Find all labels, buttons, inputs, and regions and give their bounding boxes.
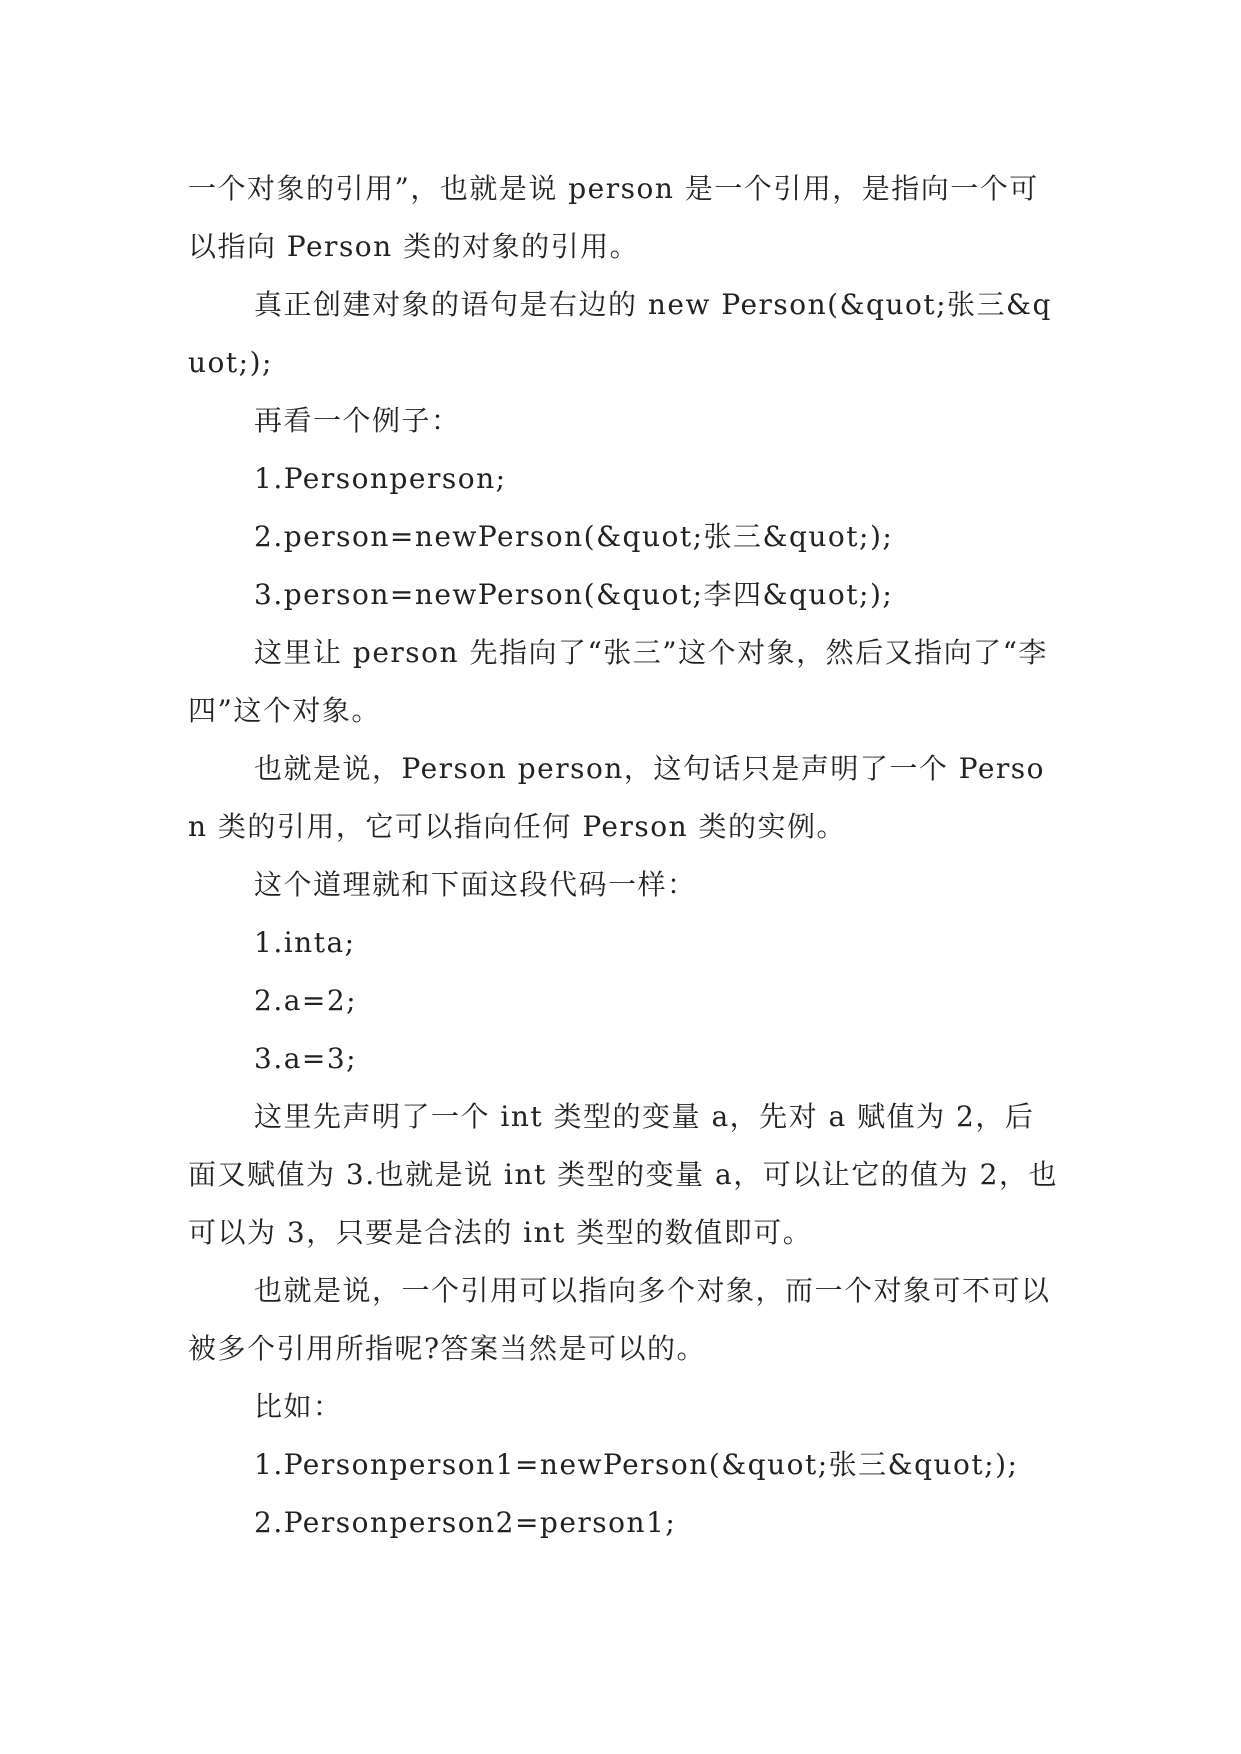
paragraph: 真正创建对象的语句是右边的 new Person(&quot;张三&quot;); <box>188 288 1052 379</box>
code-line: 2.a=2; <box>254 984 358 1017</box>
paragraph: 这个道理就和下面这段代码一样： <box>254 868 697 901</box>
paragraph: 一个对象的引用”，也就是说 person 是一个引用，是指向一个可以指向 Person 类的对象的引用。 <box>188 172 1039 263</box>
code-line: 1.inta; <box>254 926 356 959</box>
code-line: 2.person=newPerson(&quot;张三&quot;); <box>254 520 894 553</box>
document-body <box>188 160 1058 1552</box>
paragraph: 比如： <box>254 1390 343 1423</box>
paragraph: 也就是说，Person person，这句话只是声明了一个 Person 类的引用，它可以指向任何 Person 类的实例。 <box>188 752 1046 843</box>
paragraph: 这里先声明了一个 int 类型的变量 a，先对 a 赋值为 2，后面又赋值为 3.也就是说 int 类型的变量 a，可以让它的值为 2，也可以为 3，只要是合法的 int 类型的数值即可。 <box>188 1100 1058 1249</box>
paragraph: 这里让 person 先指向了“张三”这个对象，然后又指向了“李四”这个对象。 <box>188 636 1048 727</box>
code-line: 3.a=3; <box>254 1042 358 1075</box>
code-line: 2.Personperson2=person1; <box>254 1506 677 1539</box>
code-line: 1.Personperson1=newPerson(&quot;张三&quot;); <box>254 1448 1019 1481</box>
paragraph: 再看一个例子： <box>254 404 461 437</box>
paragraph: 也就是说，一个引用可以指向多个对象，而一个对象可不可以被多个引用所指呢?答案当然是可以的。 <box>188 1274 1051 1365</box>
code-line: 3.person=newPerson(&quot;李四&quot;); <box>254 578 894 611</box>
code-line: 1.Personperson; <box>254 462 507 495</box>
